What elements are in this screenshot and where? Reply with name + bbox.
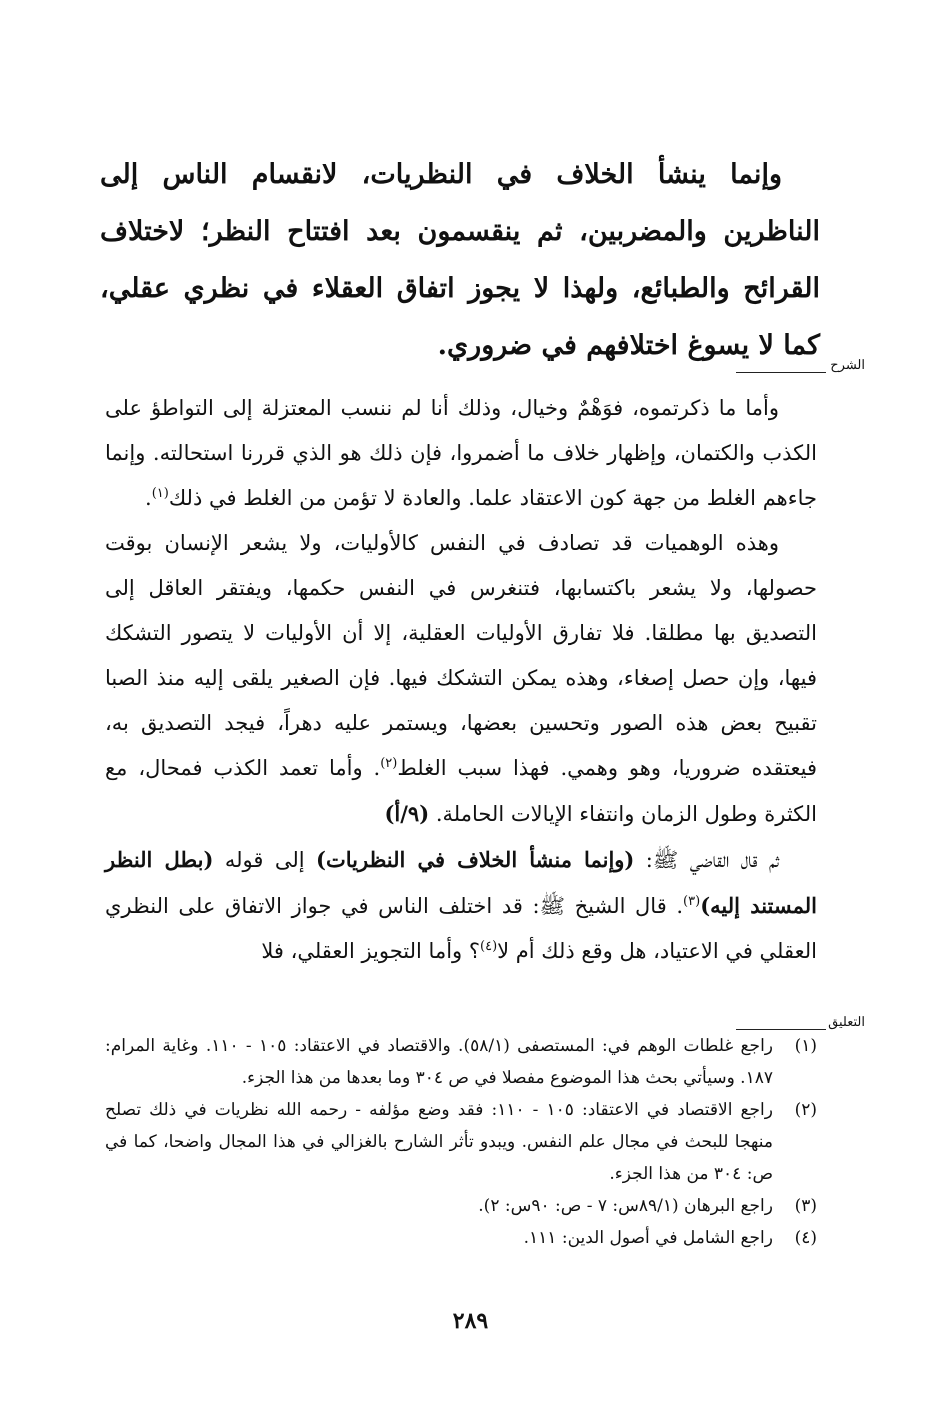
footnote-item: [105, 1222, 817, 1254]
footnote-text: راجع غلطات الوهم في: المستصفى (٥٨/١). والاقتصاد في الاعتقاد: ١٠٥ - ١١٠. وغاية المرام: ١٨٧. وسيأتي بحث هذا الموضوع مفصلا في ص ٣٠٤ وما بعدها من هذا الجزء.: [105, 1036, 773, 1088]
footnote-text: راجع البرهان (٨٩/١س: ٧ - ص: ٩٠س: ٢).: [478, 1196, 773, 1216]
commentary-paragraph-3: ثم قال القاضي ﷺ: (وإنما منشأ الخلاف في النظريات) إلى قوله (بطل النظر المستند إليه)$^{(٣)}$. قال الشيخ ﷺ: قد اختلف الناس في جواز الاتفاق على النظري العقلي في الاعتياد، هل وقع ذلك أم لا$^{(٤)}$؟ وأما التجويز العقلي، فلا: [105, 847, 818, 963]
manuscript-folio-mark: (٩/أ): [384, 801, 430, 826]
quoted-text-1: (وإنما منشأ الخلاف في النظريات): [316, 847, 635, 872]
commentary-paragraph-1: وأما ما ذكرتموه، فوَهْمٌ وخيال، وذلك أنا لم ننسب المعتزلة إلى التواطؤ على الكذب والكتمان، وإظهار خلاف ما أضمروا، فإن ذلك هو الذي قررنا استحالته. وإنما جاءهم الغلط من جهة كون الاعتقاد علما. والعادة لا تؤمن من الغلط في ذلك$^{(١)}$.: [105, 396, 817, 510]
footnote-number: (٤): [794, 1228, 817, 1248]
footnote-text: راجع الشامل في أصول الدين: ١١١.: [523, 1228, 773, 1248]
footnotes-block: [105, 1030, 817, 1254]
footnote-ref-3: (٣): [683, 894, 701, 909]
footnote-ref-1: (١): [151, 486, 169, 501]
main-text-paragraph: وإنما ينشأ الخلاف في النظريات، لانقسام الناس إلى الناظرين والمضربين، ثم ينقسمون بعد افتتاح النظر؛ لاختلاف القرائح والطبائع، ولهذا لا يجوز اتفاق العقلاء في نظري عقلي، كما لا يسوغ اختلافهم في ضروري.: [100, 159, 820, 361]
footnote-number: (١): [794, 1036, 817, 1056]
taaliq-label: التعليق: [828, 1015, 865, 1030]
footnote-item: [105, 1094, 817, 1190]
footnote-number: (٢): [794, 1100, 817, 1120]
footnote-item: [105, 1030, 817, 1094]
footnote-number: (٣): [794, 1196, 817, 1216]
sharh-label: الشرح: [830, 358, 865, 373]
footnote-text: راجع الاقتصاد في الاعتقاد: ١٠٥ - ١١٠: فقد وضع مؤلفه - رحمه الله نظريات في ذلك تصلح منهجا للبحث في مجال علم النفس. ويبدو تأثر الشارح بالغزالي في هذا المجال واضحا، كما في ص: ٣٠٤ من هذا الجزء.: [105, 1100, 773, 1184]
commentary-block: [105, 386, 817, 974]
footnote-ref-2: (٢): [380, 756, 398, 771]
footnote-ref-4: (٤): [480, 939, 498, 954]
main-text-block: [100, 146, 820, 374]
commentary-paragraph-2: وهذه الوهميات قد تصادف في النفس كالأوليات، ولا يشعر الإنسان بوقت حصولها، ولا يشعر باكتسابها، فتنغرس في النفس حكمها، ويفتقر العاقل إلى التصديق بها مطلقا. فلا تفارق الأوليات العقلية، إلا أن الأوليات لا يتصور التشكك فيها، وإن حصل إصغاء، وهذه يمكن التشكك فيها. فإن الصغير يلقى إليه منذ الصبا تقبيح بعض هذه الصور وتحسين بعضها، ويستمر عليه دهراً، فيجد التصديق به، فيعتقده ضروريا، وهو وهمي. فهذا سبب الغلط$^{(٢)}$. وأما تعمد الكذب فمحال، مع الكثرة وطول الزمان وانتفاء الإيالات الحاملة. (٩/أ): [105, 531, 817, 826]
sharh-divider: [736, 372, 826, 373]
quoted-text-2: (بطل النظر المستند إليه): [105, 847, 818, 918]
page-number: ٢٨٩: [452, 1308, 489, 1334]
footnote-item: [105, 1190, 817, 1222]
